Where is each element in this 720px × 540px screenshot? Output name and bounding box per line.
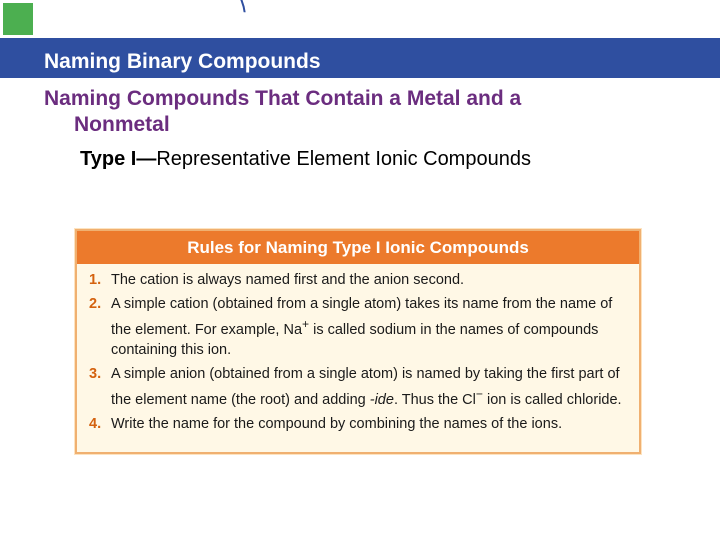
rule-number: 4. — [89, 415, 102, 432]
top-decoration — [0, 0, 720, 38]
rule-number: 3. — [89, 365, 102, 382]
rules-box-title: Rules for Naming Type I Ionic Compounds — [77, 231, 639, 264]
heading-line-2: Nonmetal — [74, 113, 170, 136]
section-heading — [44, 86, 664, 138]
subheading-dash: — — [136, 148, 157, 170]
rule-text: Write the name for the compound by combining the names of the ions. — [111, 415, 563, 432]
suffix-ide: -ide — [369, 391, 394, 408]
subheading-text: Representative Element Ionic Compounds — [156, 148, 531, 170]
rule-text — [111, 364, 627, 410]
rule-text-part: A simple anion (obtained from a single atom) is named by taking the first part of the element name (the root) and adding — [111, 365, 620, 408]
rule-item — [89, 364, 627, 410]
rule-item — [89, 270, 627, 290]
heading-line-1: Naming Compounds That Contain a Metal and a — [44, 87, 522, 110]
subheading-type: Type I — [80, 148, 137, 170]
rule-number: 2. — [89, 296, 102, 312]
charge-superscript: − — [475, 386, 483, 401]
rule-item — [89, 294, 627, 360]
green-square-decoration — [3, 3, 33, 35]
rule-item — [89, 414, 627, 434]
rule-text: The cation is always named first and the anion second. — [111, 272, 465, 288]
rule-text-part: . Thus the Cl — [393, 391, 476, 408]
rule-text — [111, 294, 627, 360]
subheading — [80, 148, 531, 171]
rules-box — [75, 229, 641, 454]
rule-text-part: A simple cation (obtained from a single atom) takes its name from the name of the element. For example, Na — [111, 296, 613, 338]
rule-text-part: ion is called chloride. — [482, 391, 622, 408]
rule-number: 1. — [89, 272, 102, 288]
slide-title: Naming Binary Compounds — [44, 50, 321, 73]
rules-list — [77, 264, 639, 434]
charge-superscript: + — [302, 317, 310, 331]
rule-text-part: is called sodium in the names of compounds containing this ion. — [111, 321, 599, 358]
